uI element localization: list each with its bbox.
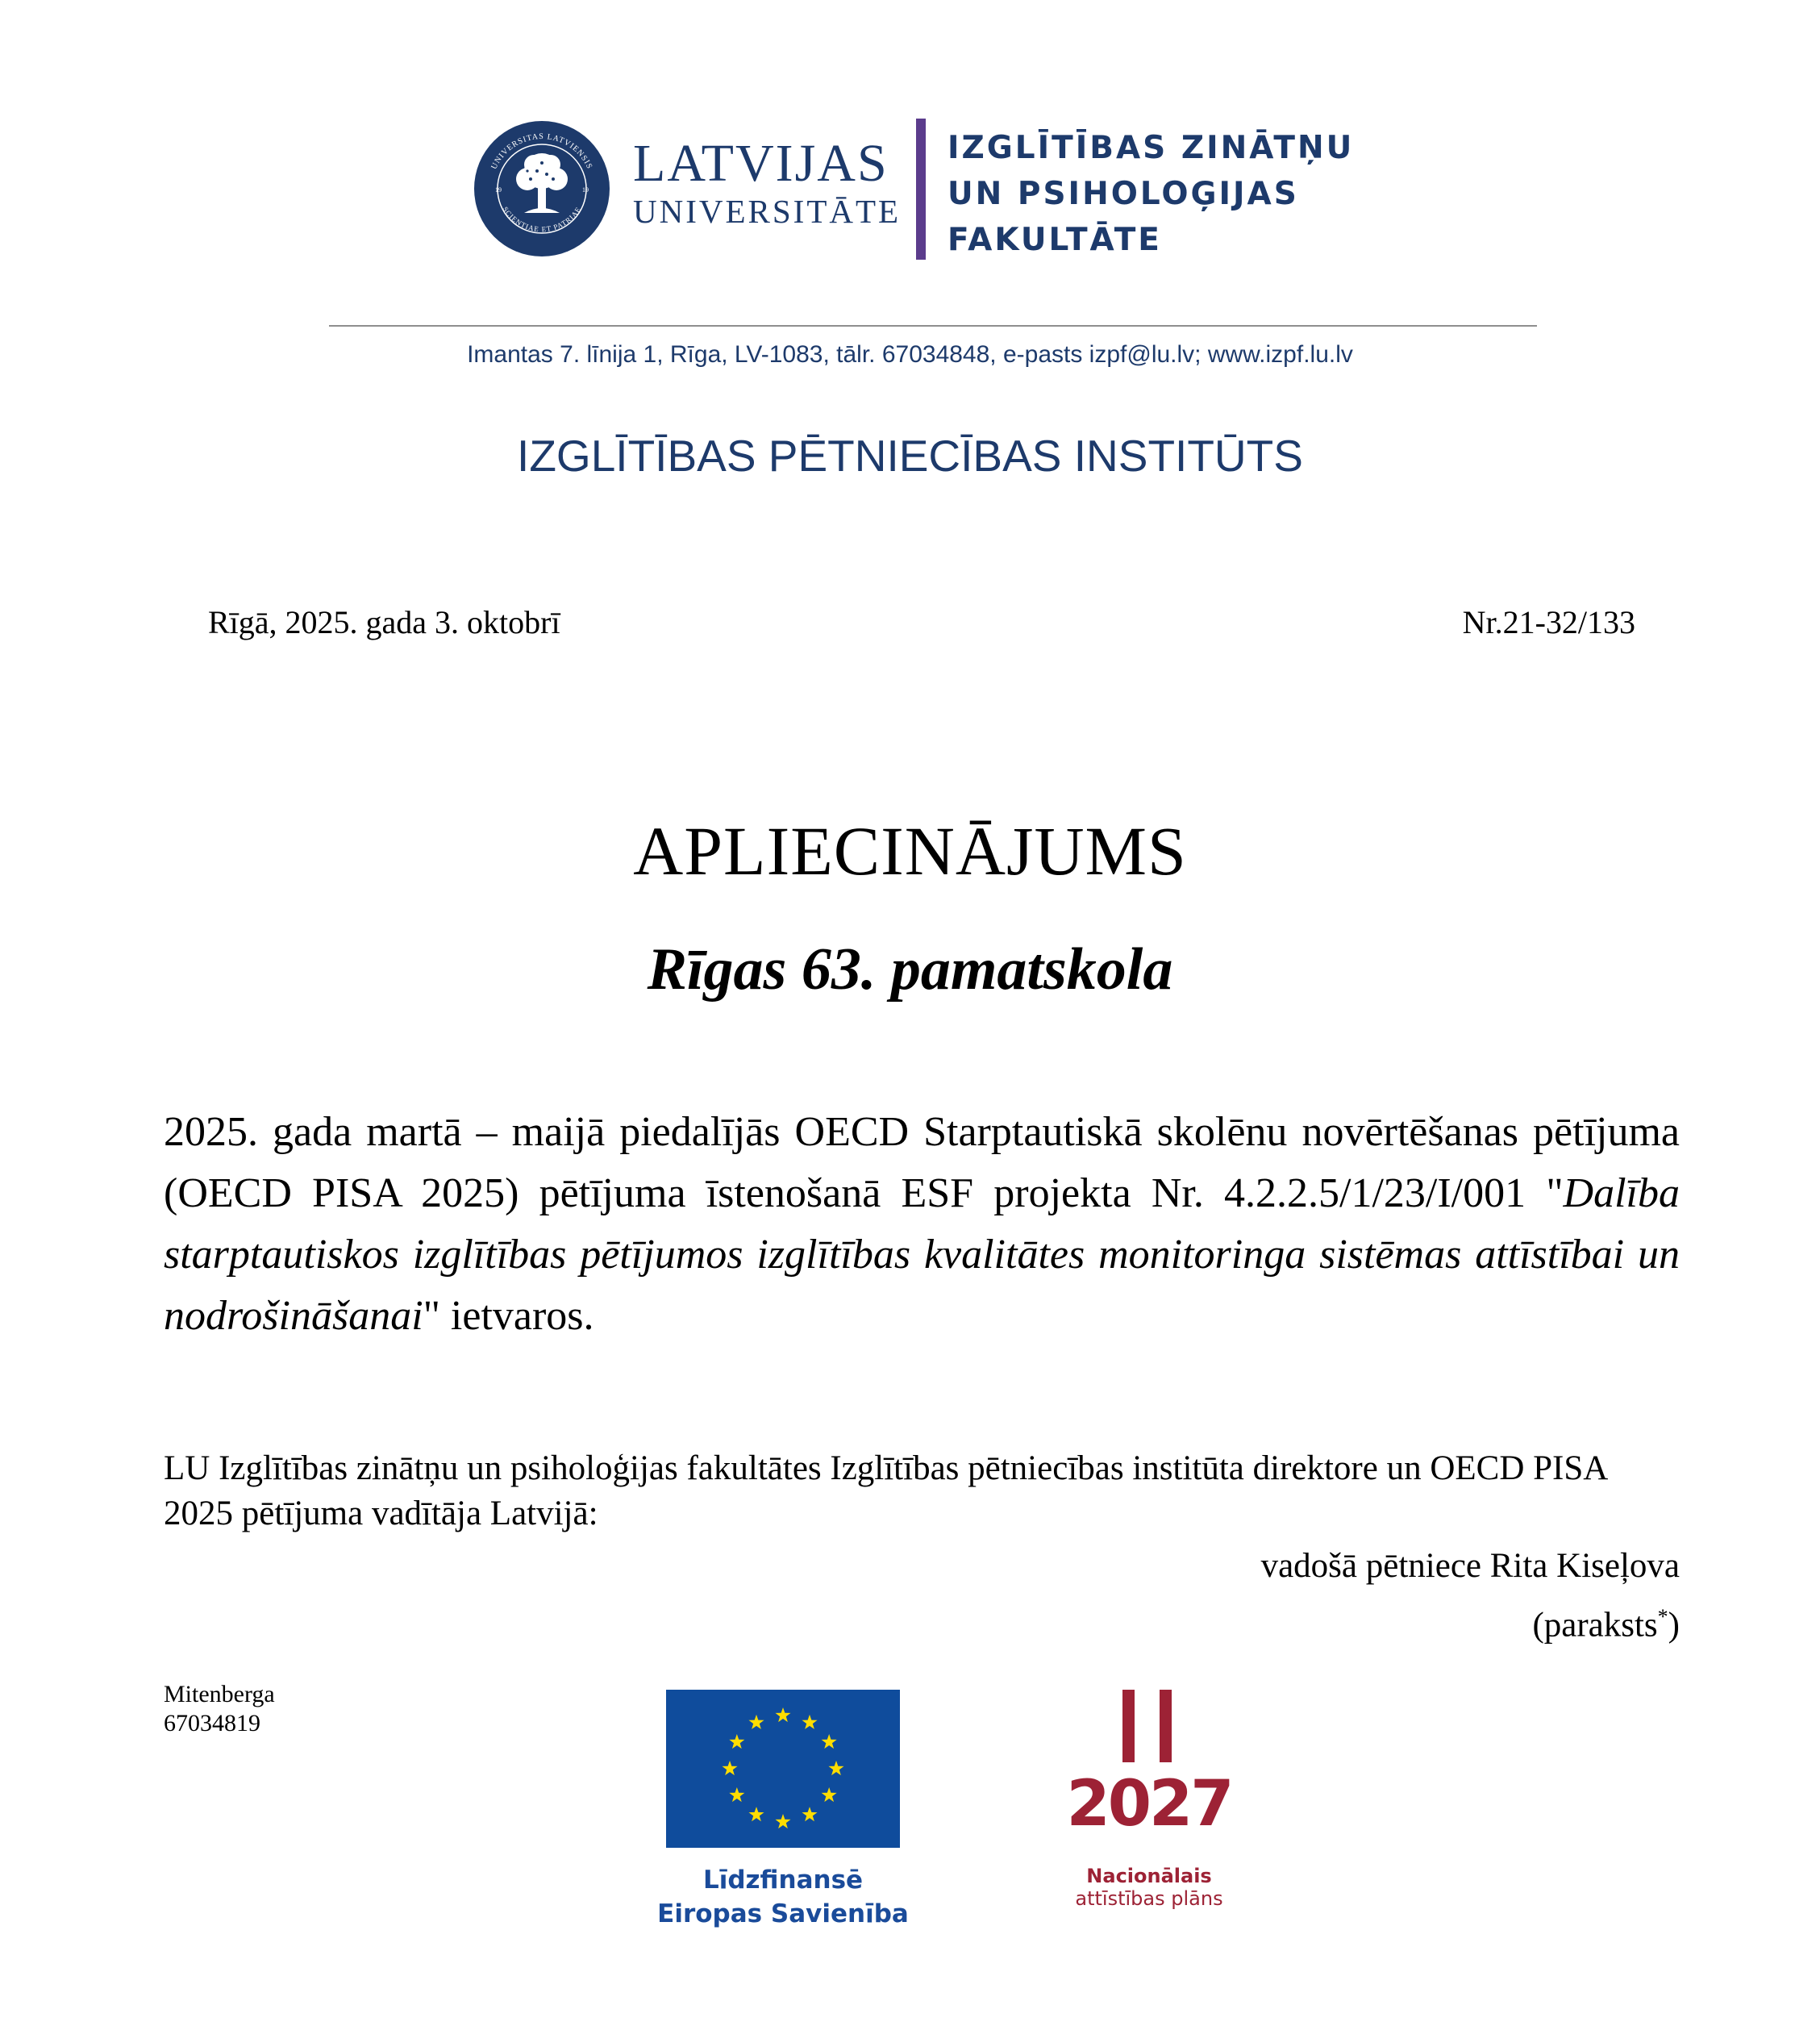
svg-text:19: 19 (582, 186, 589, 194)
contact-phone: 67034819 (164, 1710, 260, 1736)
svg-text:19: 19 (495, 186, 502, 194)
university-name (633, 135, 901, 231)
faculty-name (947, 125, 1354, 263)
signature-placeholder: (paraksts*) (1532, 1605, 1680, 1645)
svg-text:UNIVERSITAS LATVIENSIS: UNIVERSITAS LATVIENSIS (489, 131, 594, 171)
faculty-name-line2: UN PSIHOLOĢIJAS (947, 176, 1299, 212)
project-name: Dalība starptautiskos izglītības pētījumos izglītības kvalitātes monitoringa sistēmas attīstībai un nodrošināšanai (164, 1170, 1680, 1339)
university-name-line2: UNIVERSITĀTE (633, 193, 902, 230)
svg-text:SCIENTIAE ET PATRIAE: SCIENTIAE ET PATRIAE (501, 205, 583, 234)
faculty-name-line1: IZGLĪTĪBAS ZINĀTŅU (947, 130, 1355, 166)
nap-caption-line1: Nacionālais (1086, 1865, 1212, 1887)
school-name: Rīgas 63. pamatskola (647, 936, 1173, 1003)
nap-caption-line2: attīstības plāns (1075, 1887, 1223, 1910)
contact-name: Mitenberga (164, 1681, 275, 1707)
eu-caption-line2: Eiropas Savienība (657, 1899, 909, 1928)
institute-name: IZGLĪTĪBAS PĒTNIECĪBAS INSTITŪTS (517, 431, 1303, 481)
document-number: Nr.21-32/133 (1462, 604, 1635, 640)
document-title: APLIECINĀJUMS (633, 812, 1187, 890)
logo-divider (916, 119, 926, 260)
nap-caption (1048, 1865, 1250, 1910)
body-text-part2: " ietvaros. (423, 1293, 594, 1339)
body-text-part1: 2025. gada martā – maijā piedalījās OECD Starptautiskā skolēnu novērtēšanas pētījuma (OECD PISA 2025) pētījuma īstenošanā ESF projekta Nr. 4.2.2.5/1/23/I/001 " (164, 1109, 1680, 1216)
svg-text:2027: 2027 (1066, 1768, 1232, 1835)
signer-name: vadošā pētniece Rita Kiseļova (1260, 1547, 1680, 1585)
eu-cofinancing-caption (650, 1863, 916, 1931)
university-name-line1: LATVIJAS (633, 134, 889, 193)
nap-2027-logo (1048, 1690, 1250, 1835)
eu-caption-line1: Līdzfinansē (702, 1866, 864, 1895)
university-seal-logo (474, 121, 610, 256)
signature-block (1261, 1540, 1680, 1650)
place-and-date: Rīgā, 2025. gada 3. oktobrī (208, 604, 560, 640)
header-divider (329, 325, 1537, 327)
faculty-address: Imantas 7. līnija 1, Rīga, LV-1083, tālr. 67034848, e-pasts izpf@lu.lv; www.izpf.lu.lv (467, 341, 1353, 368)
eu-flag-icon (666, 1690, 900, 1848)
contact-person (164, 1680, 275, 1738)
certificate-body (164, 1102, 1680, 1347)
faculty-name-line3: FAKULTĀTE (947, 222, 1162, 258)
director-statement: LU Izglītības zinātņu un psiholoģijas fakultātes Izglītības pētniecības institūta direktore un OECD PISA 2025 pētījuma vadītāja Latvijā: (164, 1449, 1606, 1532)
